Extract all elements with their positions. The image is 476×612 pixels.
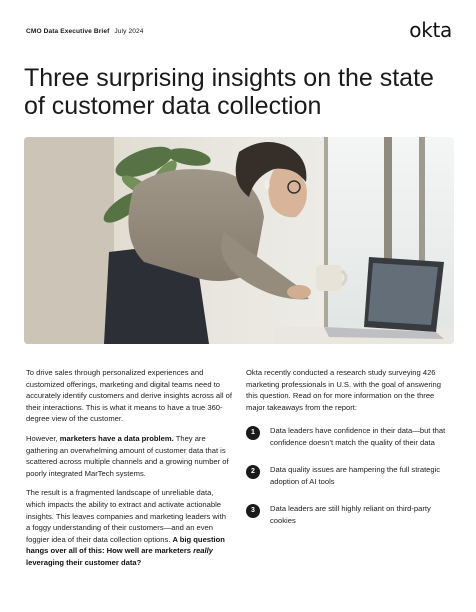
takeaway-item [246, 503, 452, 527]
takeaway-item [246, 464, 452, 488]
big-question-emphasis: really [193, 546, 213, 556]
page-title: Three surprising insights on the state of customer data collection [24, 64, 434, 120]
takeaway-number-badge: 1 [246, 426, 260, 440]
brief-date: July 2024 [114, 28, 144, 35]
result-text: The result is a fragmented landscape of unreliable data, which impacts the ability to extract and activate actionable insights. This leaves companies and marketing leaders with a foggy understanding of their customers—and an even foggier idea of their data collection options. [26, 488, 226, 544]
hero-photo-illustration [24, 137, 454, 344]
takeaway-number-badge: 3 [246, 504, 260, 518]
result-paragraph [26, 487, 232, 568]
document-header [26, 28, 144, 35]
takeaway-number-badge: 2 [246, 465, 260, 479]
left-column [26, 367, 232, 577]
hero-photo [24, 137, 454, 344]
takeaway-text: Data quality issues are hampering the full strategic adoption of AI tools [270, 465, 441, 486]
brief-title: CMO Data Executive Brief [26, 28, 110, 35]
study-intro-paragraph: Okta recently conducted a research study surveying 426 marketing professionals in U.S. with the goal of answering this question. Read on for more information on the three major takeaways from the report: [246, 368, 442, 412]
takeaway-text: Data leaders have confidence in their data—but that confidence doesn't match the quality of their data [270, 426, 446, 447]
problem-text-end: They are gathering an overwhelming amount of customer data that is scattered across multiple channels and a growing number of poorly integrated MarTech systems. [26, 433, 229, 478]
right-column [246, 367, 452, 542]
problem-paragraph [26, 433, 232, 479]
takeaway-text: Data leaders are still highly reliant on third-party cookies [270, 504, 431, 525]
big-question-start: A big question hangs over all of this: How well are marketers [26, 534, 225, 556]
takeaways-list [246, 425, 452, 527]
problem-text-start: However, [26, 433, 60, 443]
intro-paragraph: To drive sales through personalized experiences and customized offerings, marketing and digital teams need to accurately identify customers and derive insights across all of their interactions. This is what it means to have a true 360-degree view of the customer. [26, 368, 232, 424]
problem-highlight: marketers have a data problem. [59, 433, 174, 443]
okta-logo: okta [409, 18, 452, 42]
big-question-end: leveraging their customer data? [26, 557, 142, 567]
takeaway-item [246, 425, 452, 449]
